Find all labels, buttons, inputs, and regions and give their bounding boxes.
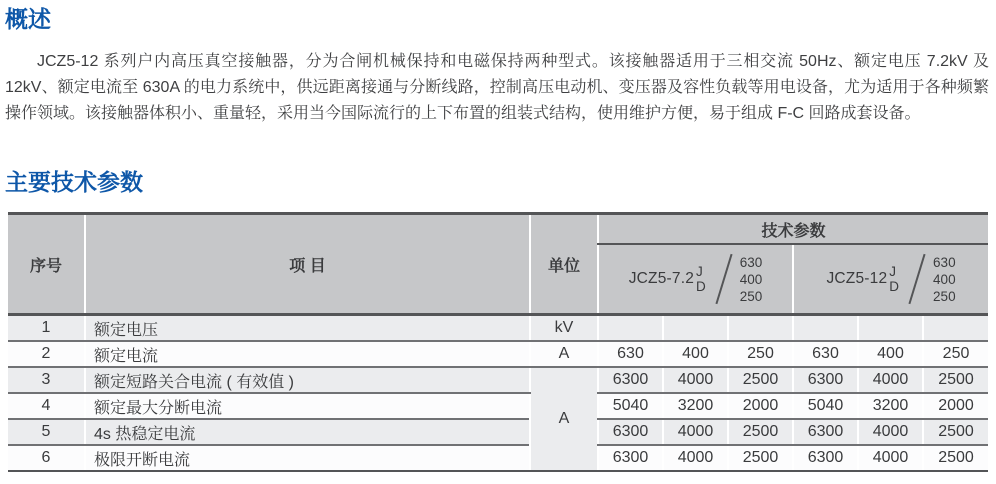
unit-cell: kV bbox=[530, 315, 598, 342]
col-header-item: 项 目 bbox=[85, 214, 530, 315]
value-cell: 2500 bbox=[728, 419, 793, 445]
value-cell: 2500 bbox=[923, 445, 988, 471]
value-cell: 250 bbox=[728, 341, 793, 367]
model-name: JCZ5-12 bbox=[826, 270, 888, 287]
value-cell: 2500 bbox=[923, 367, 988, 393]
serial-cell: 6 bbox=[8, 445, 85, 471]
table-row bbox=[8, 419, 988, 445]
table-row bbox=[8, 393, 988, 419]
variant-top: J bbox=[889, 264, 897, 279]
table-row bbox=[8, 445, 988, 471]
slash-divider bbox=[715, 254, 732, 304]
catalog-page bbox=[0, 6, 996, 484]
model-header-jcz5-7-2 bbox=[598, 244, 793, 315]
item-cell: 额定电流 bbox=[85, 341, 530, 367]
value-cell: 5040 bbox=[793, 393, 858, 419]
value-cell bbox=[598, 315, 663, 342]
unit-cell-merged: A bbox=[530, 367, 598, 471]
value-cell: 2500 bbox=[728, 445, 793, 471]
serial-cell: 1 bbox=[8, 315, 85, 342]
rating-value: 630 bbox=[739, 254, 763, 270]
value-cell: 6300 bbox=[598, 419, 663, 445]
item-cell: 额定电压 bbox=[85, 315, 530, 342]
model-variant-stack bbox=[696, 264, 706, 294]
col-header-unit: 单位 bbox=[530, 214, 598, 315]
value-cell: 4000 bbox=[663, 367, 728, 393]
value-cell: 4000 bbox=[663, 445, 728, 471]
value-cell: 6300 bbox=[793, 445, 858, 471]
slash-divider bbox=[908, 254, 925, 304]
header-row-top bbox=[8, 214, 988, 245]
tech-params-section-title: 主要技术参数 bbox=[5, 169, 143, 195]
model-header-jcz5-12 bbox=[793, 244, 988, 315]
item-cell: 额定最大分断电流 bbox=[85, 393, 530, 419]
value-cell: 250 bbox=[923, 341, 988, 367]
value-cell bbox=[663, 315, 728, 342]
model-variant-stack bbox=[889, 264, 899, 294]
model-rating-stack bbox=[933, 254, 956, 305]
serial-cell: 5 bbox=[8, 419, 85, 445]
variant-top: J bbox=[696, 264, 703, 279]
value-cell: 3200 bbox=[858, 393, 923, 419]
table-row bbox=[8, 315, 988, 342]
value-cell bbox=[728, 315, 793, 342]
value-cell: 400 bbox=[663, 341, 728, 367]
variant-bottom: D bbox=[889, 279, 900, 294]
value-cell: 2000 bbox=[923, 393, 988, 419]
value-cell: 4000 bbox=[858, 445, 923, 471]
model-name: JCZ5-7.2 bbox=[628, 270, 695, 287]
model-designation bbox=[794, 253, 988, 305]
value-cell: 2500 bbox=[923, 419, 988, 445]
value-cell: 3200 bbox=[663, 393, 728, 419]
value-cell: 2000 bbox=[728, 393, 793, 419]
value-cell: 5040 bbox=[598, 393, 663, 419]
value-cell: 4000 bbox=[858, 419, 923, 445]
value-cell: 400 bbox=[858, 341, 923, 367]
overview-paragraph: JCZ5-12 系列户内高压真空接触器，分为合闸机械保持和电磁保持两种型式。该接触器适用于三相交流 50Hz、额定电压 7.2kV 及 12kV、额定电流至 630A 的电力系统中，供远距离接通与分断线路，控制高压电动机、变压器及容性负载等用电设备，尤为适用于各种频繁操作领域。该接触器体积小、重量轻，采用当今国际流行的上下布置的组装式结构，使用维护方便，易于组成 F-C 回路成套设备。 bbox=[5, 53, 989, 122]
unit-cell: A bbox=[530, 341, 598, 367]
item-cell: 极限开断电流 bbox=[85, 445, 530, 471]
model-rating-stack bbox=[740, 254, 763, 305]
tech-params-table bbox=[8, 212, 988, 472]
value-cell: 6300 bbox=[793, 367, 858, 393]
model-designation bbox=[599, 253, 792, 305]
value-cell: 2500 bbox=[728, 367, 793, 393]
col-header-serial: 序号 bbox=[8, 214, 85, 315]
serial-cell: 3 bbox=[8, 367, 85, 393]
value-cell bbox=[923, 315, 988, 342]
value-cell: 4000 bbox=[858, 367, 923, 393]
value-cell: 6300 bbox=[793, 419, 858, 445]
serial-cell: 2 bbox=[8, 341, 85, 367]
table-row bbox=[8, 367, 988, 393]
col-header-tech-group: 技术参数 bbox=[598, 214, 988, 245]
rating-value: 630 bbox=[933, 254, 956, 270]
variant-bottom: D bbox=[696, 279, 706, 294]
item-cell: 额定短路关合电流 ( 有效值 ) bbox=[85, 367, 530, 393]
rating-value: 400 bbox=[933, 271, 956, 287]
value-cell: 4000 bbox=[663, 419, 728, 445]
value-cell bbox=[793, 315, 858, 342]
serial-cell: 4 bbox=[8, 393, 85, 419]
value-cell bbox=[858, 315, 923, 342]
table-row bbox=[8, 341, 988, 367]
rating-value: 250 bbox=[739, 288, 763, 304]
rating-value: 250 bbox=[933, 288, 956, 304]
value-cell: 630 bbox=[598, 341, 663, 367]
item-cell: 4s 热稳定电流 bbox=[85, 419, 530, 445]
rating-value: 400 bbox=[739, 271, 763, 287]
value-cell: 630 bbox=[793, 341, 858, 367]
overview-section-title: 概述 bbox=[5, 6, 51, 32]
value-cell: 6300 bbox=[598, 445, 663, 471]
value-cell: 6300 bbox=[598, 367, 663, 393]
